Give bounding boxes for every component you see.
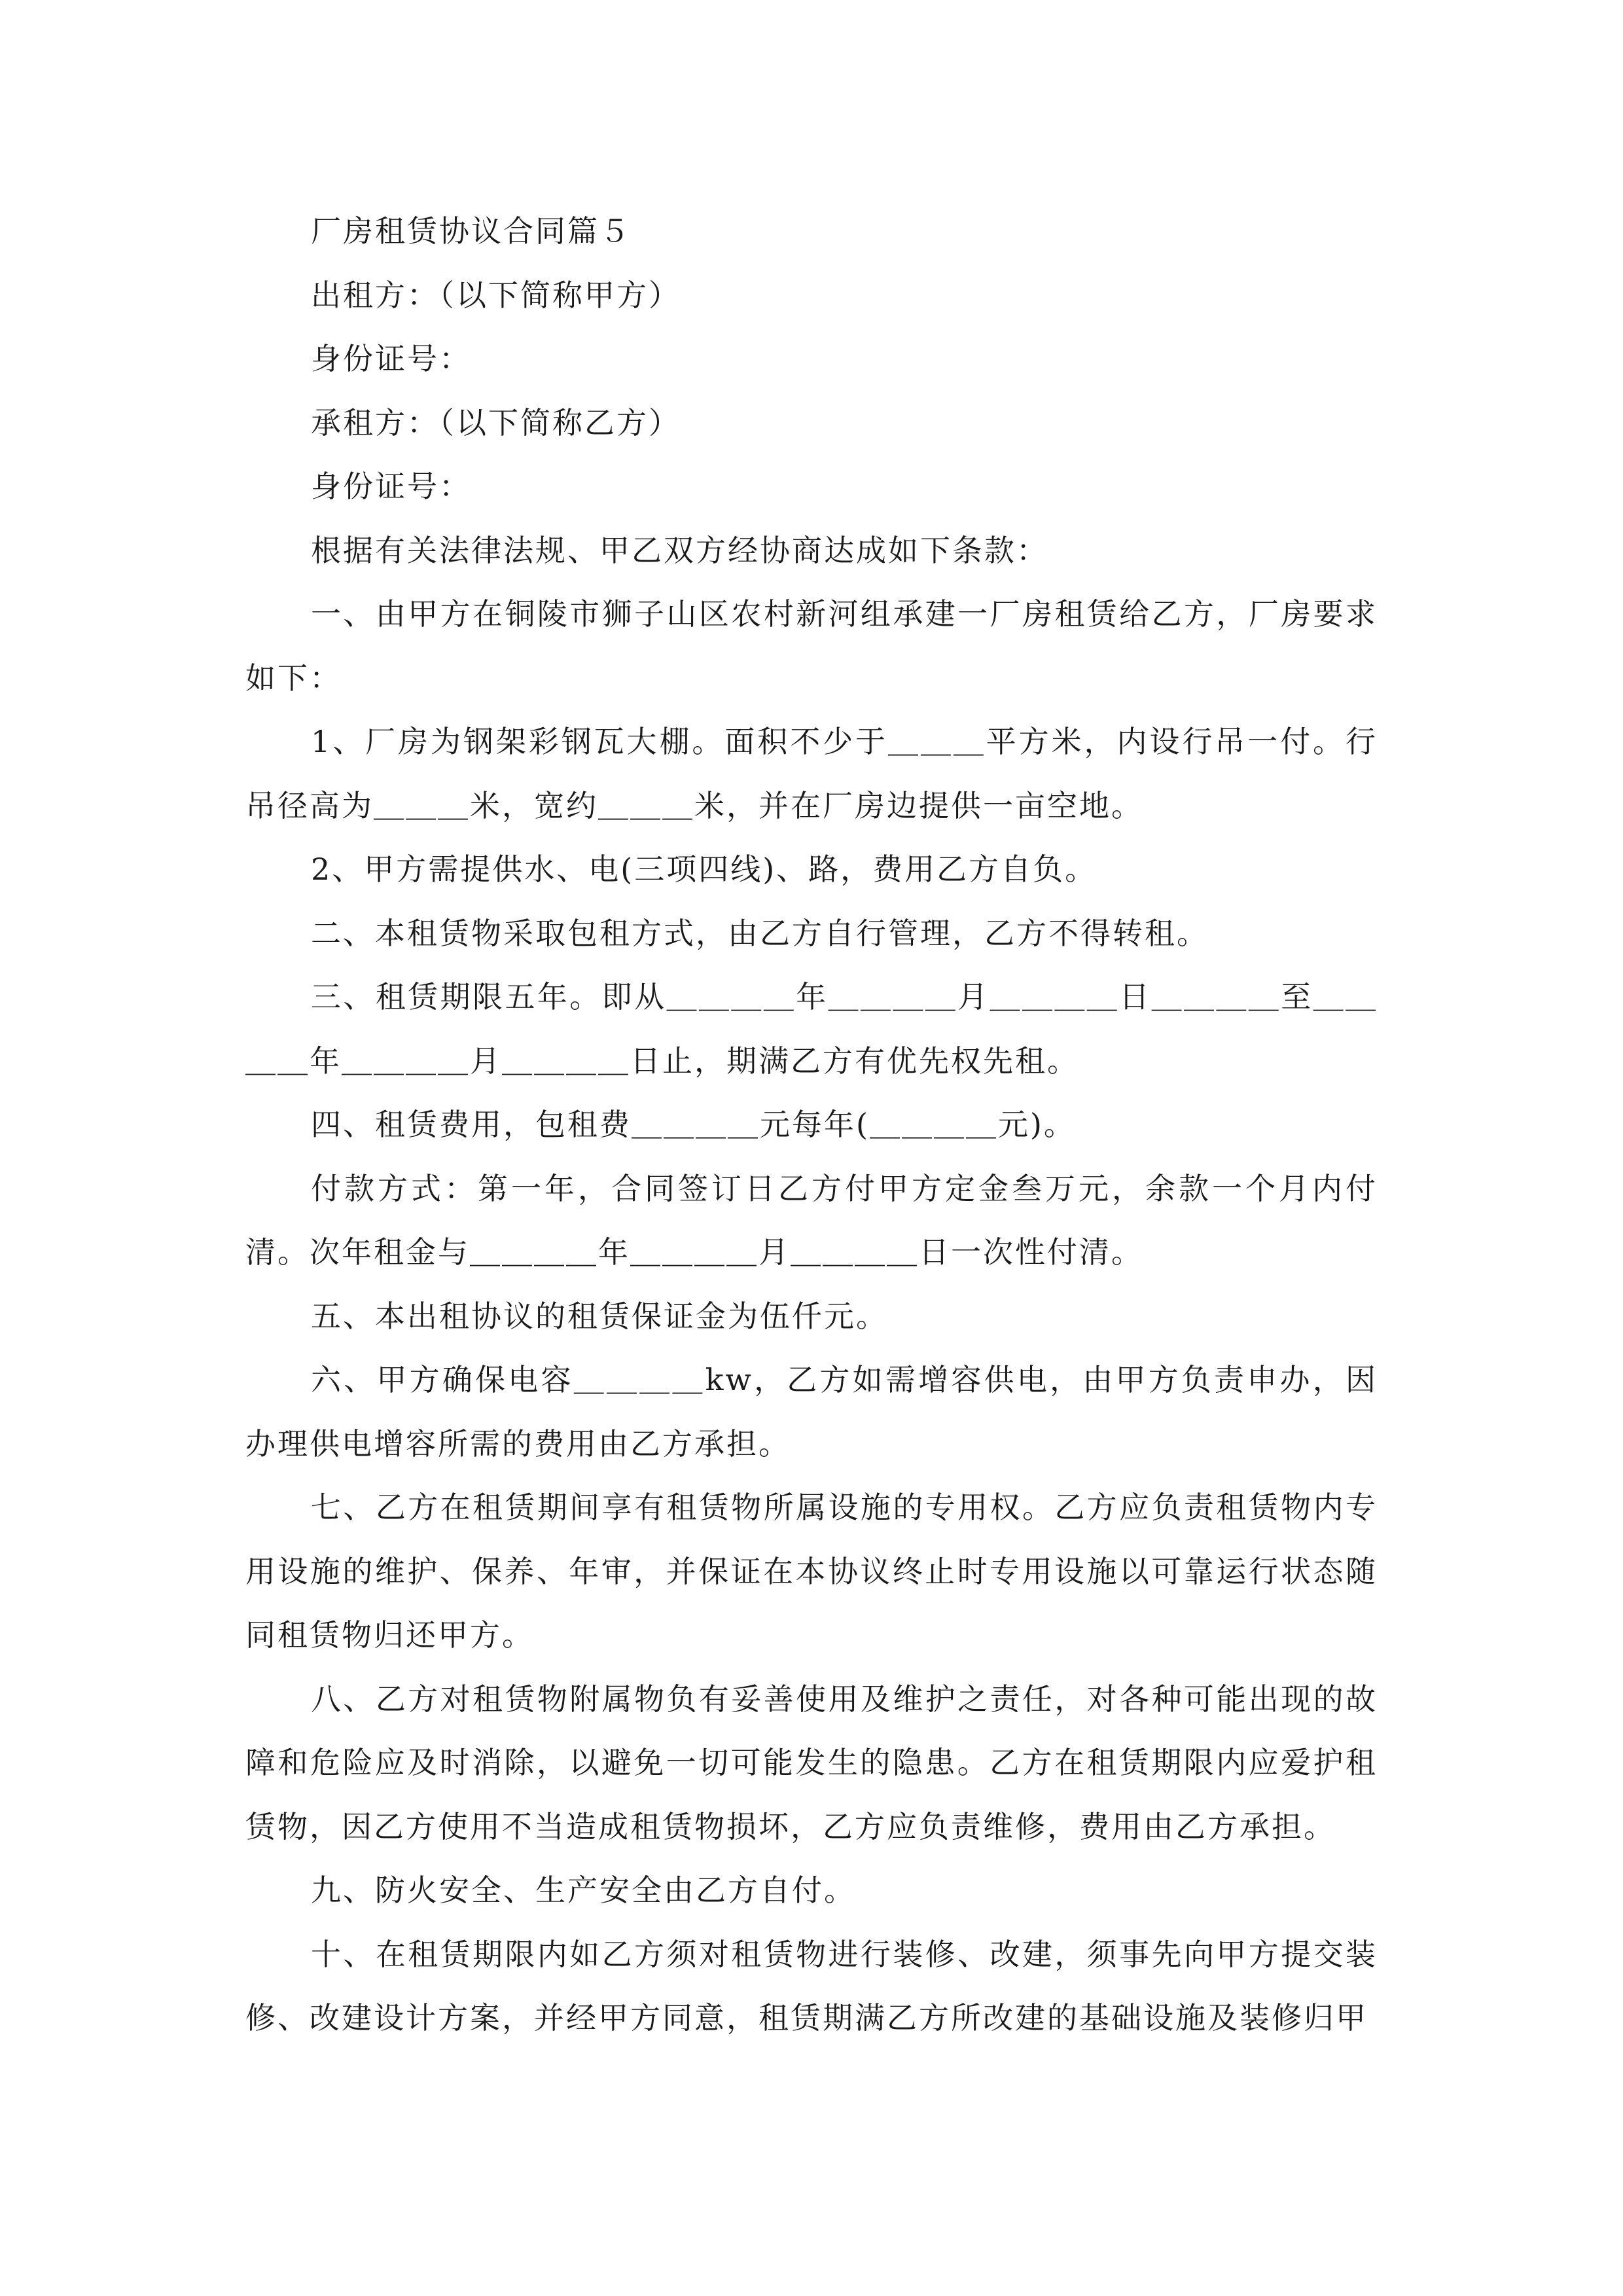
- paragraph-clause-1-item-1: 1、厂房为钢架彩钢瓦大棚。面积不少于＿＿＿平方米，内设行吊一付。行吊径高为＿＿＿米，宽约＿＿＿米，并在厂房边提供一亩空地。: [245, 724, 1378, 823]
- paragraph-clause-8: 八、乙方对租赁物附属物负有妥善使用及维护之责任，对各种可能出现的故障和危险应及时消除，以避免一切可能发生的隐患。乙方在租赁期限内应爱护租赁物，因乙方使用不当造成租赁物损坏，乙方应负责维修，费用由乙方承担。: [245, 1681, 1378, 1844]
- paragraph-clause-2: 二、本租赁物采取包租方式，由乙方自行管理，乙方不得转租。: [311, 915, 1209, 951]
- document-body: [245, 200, 1378, 2051]
- paragraph-clause-1-item-2: 2、甲方需提供水、电(三项四线)、路，费用乙方自负。: [311, 852, 1097, 887]
- paragraph-clause-10: 十、在租赁期限内如乙方须对租赁物进行装修、改建，须事先向甲方提交装修、改建设计方案，并经甲方同意，租赁期满乙方所改建的基础设施及装修归甲: [245, 1936, 1378, 2036]
- paragraph-lessee-id: 身份证号：: [311, 469, 471, 504]
- paragraph-clause-3: 三、租赁期限五年。即从＿＿＿＿年＿＿＿＿月＿＿＿＿日＿＿＿＿至＿＿＿＿年＿＿＿＿月＿＿＿＿日止，期满乙方有优先权先租。: [245, 979, 1378, 1079]
- document-title: 厂房租赁协议合同篇５: [311, 213, 632, 249]
- paragraph-clause-1: 一、由甲方在铜陵市狮子山区农村新河组承建一厂房租赁给乙方，厂房要求如下：: [245, 596, 1378, 696]
- paragraph-clause-4: 四、租赁费用，包租费＿＿＿＿元每年(＿＿＿＿元)。: [311, 1107, 1076, 1142]
- paragraph-lessor-id: 身份证号：: [311, 341, 471, 376]
- paragraph-preamble: 根据有关法律法规、甲乙双方经协商达成如下条款：: [311, 532, 1048, 568]
- paragraph-lessor: 出租方：（以下简称甲方）: [311, 277, 681, 313]
- paragraph-clause-5: 五、本出租协议的租赁保证金为伍仟元。: [311, 1298, 888, 1334]
- paragraph-clause-6: 六、甲方确保电容＿＿＿＿kw，乙方如需增容供电，由甲方负责申办，因办理供电增容所需的费用由乙方承担。: [245, 1362, 1378, 1462]
- paragraph-clause-7: 七、乙方在租赁期间享有租赁物所属设施的专用权。乙方应负责租赁物内专用设施的维护、保养、年审，并保证在本协议终止时专用设施以可靠运行状态随同租赁物归还甲方。: [245, 1490, 1378, 1653]
- paragraph-lessee: 承租方：（以下简称乙方）: [311, 404, 681, 440]
- paragraph-clause-9: 九、防火安全、生产安全由乙方自付。: [311, 1873, 856, 1908]
- paragraph-payment: 付款方式：第一年，合同签订日乙方付甲方定金叁万元，余款一个月内付清。次年租金与＿＿＿＿年＿＿＿＿月＿＿＿＿日一次性付清。: [245, 1170, 1378, 1270]
